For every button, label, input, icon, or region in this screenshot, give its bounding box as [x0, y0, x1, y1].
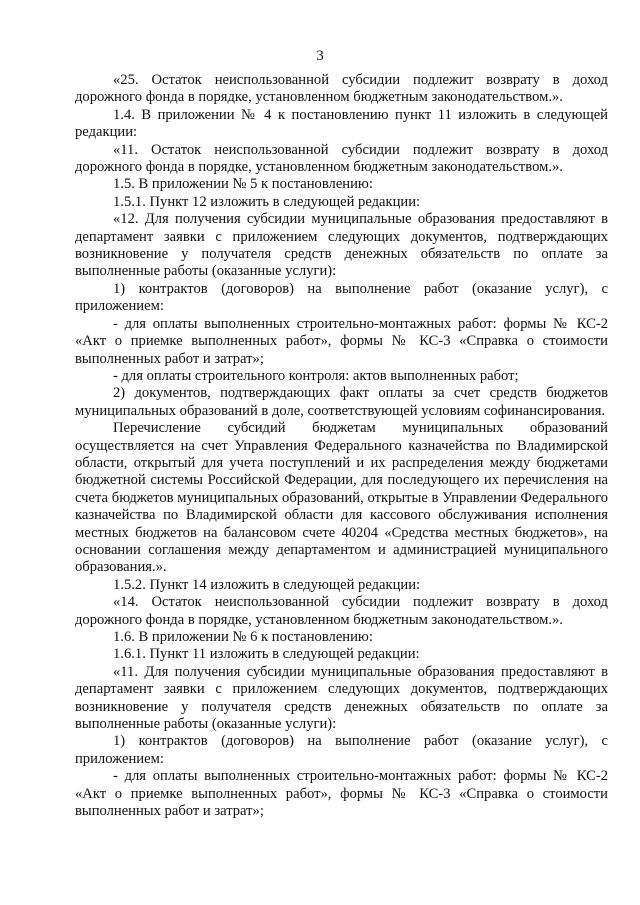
- paragraph: «25. Остаток неиспользованной субсидии подлежит возврату в доход дорожного фонда в порядке, установленном бюджетным законодательством.».: [75, 72, 608, 106]
- paragraph: 1) контрактов (договоров) на выполнение работ (оказание услуг), с приложением:: [75, 280, 608, 315]
- paragraph: «11. Остаток неиспользованной субсидии подлежит возврату в доход дорожного фонда в порядке, установленном бюджетным законодательством.».: [75, 141, 608, 176]
- paragraph: - для оплаты выполненных строительно-монтажных работ: формы № КС-2 «Акт о приемке выполненных работ», формы № КС-3 «Справка о стоимости выполненных работ и затрат»;: [75, 315, 608, 367]
- paragraph: «12. Для получения субсидии муниципальные образования предоставляют в департамент заявки с приложением следующих документов, подтверждающих возникновение у получателя средств денежных обязательств по оплате за выполненные работы (оказанные услуги):: [75, 211, 608, 280]
- paragraph: 1.6.1. Пункт 11 изложить в следующей редакции:: [113, 646, 420, 663]
- paragraph: Перечисление субсидий бюджетам муниципальных образований осуществляется на счет Управления Федерального казначейства по Владимирской области, открытый для учета поступлений и их распределения между бюджетами бюджетной системы Российской Федерации, для последующего их перечисления на счета бюджетов муниципальных образований, открытые в Управлении Федерального казначейства по Владимирской области для кассового обслуживания исполнения местных бюджетов на балансовом счете 40204 «Средства местных бюджетов», на основании соглашения между департаментом и администрацией муниципального образования.».: [75, 420, 608, 576]
- paragraph: 1.5.1. Пункт 12 изложить в следующей редакции:: [113, 193, 421, 210]
- paragraph: - для оплаты выполненных строительно-монтажных работ: формы № КС-2 «Акт о приемке выполненных работ», формы № КС-3 «Справка о стоимости выполненных работ и затрат»;: [75, 768, 608, 820]
- paragraph: «14. Остаток неиспользованной субсидии подлежит возврату в доход дорожного фонда в порядке, установленном бюджетным законодательством.».: [75, 594, 608, 628]
- document-body: [75, 72, 608, 820]
- paragraph: 1.4. В приложении № 4 к постановлению пункт 11 изложить в следующей редакции:: [75, 106, 608, 141]
- paragraph: 1.5.2. Пункт 14 изложить в следующей редакции:: [113, 576, 421, 593]
- paragraph: 1.5. В приложении № 5 к постановлению:: [113, 176, 373, 193]
- page-number: 3: [316, 48, 324, 64]
- paragraph: 1.6. В приложении № 6 к постановлению:: [113, 629, 373, 645]
- paragraph: - для оплаты строительного контроля: актов выполненных работ;: [113, 367, 519, 384]
- paragraph: 1) контрактов (договоров) на выполнение работ (оказание услуг), с приложением:: [75, 733, 608, 767]
- paragraph: «11. Для получения субсидии муниципальные образования предоставляют в департамент заявки с приложением следующих документов, подтверждающих возникновение у получателя средств денежных обязательств по оплате за выполненные работы (оказанные услуги):: [75, 663, 608, 733]
- paragraph: 2) документов, подтверждающих факт оплаты за счет средств бюджетов муниципальных образований в доле, соответствующей условиям софинансирования.: [75, 385, 608, 419]
